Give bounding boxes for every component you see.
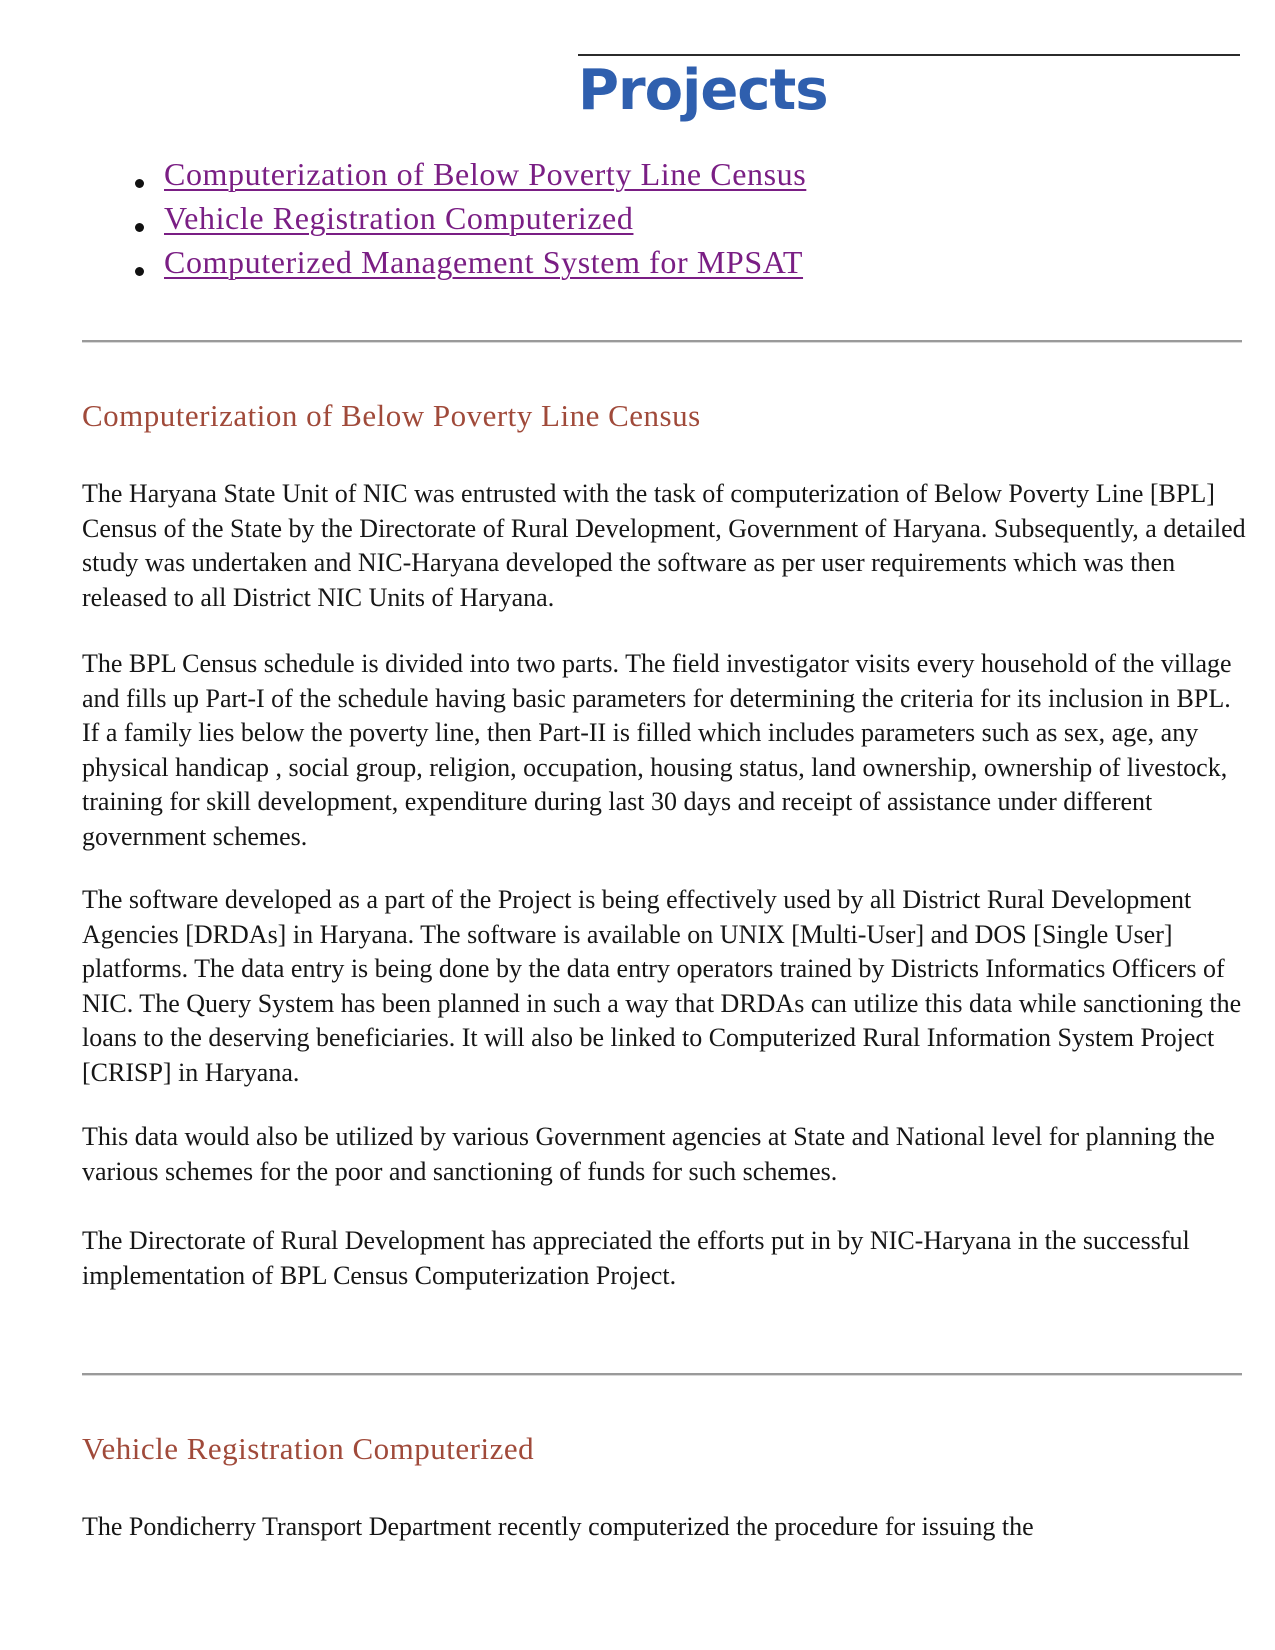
bullet-icon <box>135 267 144 276</box>
section-title-vehicle-registration: Vehicle Registration Computerized <box>82 1431 535 1466</box>
paragraph: This data would also be utilized by various Government agencies at State and National level for planning the various schemes for the poor and sanctioning of funds for such schemes. <box>82 1122 1215 1186</box>
section-title-bpl-census: Computerization of Below Poverty Line Census <box>82 398 701 433</box>
section-divider <box>82 340 1242 343</box>
paragraph: The Haryana State Unit of NIC was entrusted with the task of computerization of Below Poverty Line [BPL] Census of the State by the Directorate of Rural Development, Government of Haryana. Subsequently, a detailed study was undertaken and NIC-Haryana developed the software as per user requirements which was then released to all District NIC Units of Haryana. <box>82 479 1246 612</box>
link-vehicle-registration[interactable]: Vehicle Registration Computerized <box>164 200 634 236</box>
bullet-icon <box>135 179 144 188</box>
projects-index <box>130 154 806 286</box>
paragraph: The Pondicherry Transport Department recently computerized the procedure for issuing the <box>82 1512 1034 1541</box>
page-header <box>578 54 1240 124</box>
list-item <box>130 242 806 286</box>
section-divider <box>82 1373 1242 1376</box>
paragraph: The Directorate of Rural Development has appreciated the efforts put in by NIC-Haryana in the successful implementation of BPL Census Computerization Project. <box>82 1226 1190 1290</box>
paragraph: The software developed as a part of the Project is being effectively used by all District Rural Development Agencies [DRDAs] in Haryana. The software is available on UNIX [Multi-User] and DOS [Single User] platforms. The data entry is being done by the data entry operators trained by Districts Informatics Officers of NIC. The Query System has been planned in such a way that DRDAs can utilize this data while sanctioning the loans to the deserving beneficiaries. It will also be linked to Computerized Rural Information System Project [CRISP] in Haryana. <box>82 885 1242 1087</box>
list-item <box>130 198 806 242</box>
list-item <box>130 154 806 198</box>
link-mpsat-system[interactable]: Computerized Management System for MPSAT <box>164 244 804 280</box>
page-title: Projects <box>578 58 828 123</box>
header-rule <box>578 54 1240 56</box>
bullet-icon <box>135 223 144 232</box>
paragraph: The BPL Census schedule is divided into two parts. The field investigator visits every household of the village and fills up Part-I of the schedule having basic parameters for determining the criteria for its inclusion in BPL. If a family lies below the poverty line, then Part-II is filled which includes parameters such as sex, age, any physical handicap , social group, religion, occupation, housing status, land ownership, ownership of livestock, training for skill development, expenditure during last 30 days and receipt of assistance under different government schemes. <box>82 649 1232 851</box>
link-bpl-census[interactable]: Computerization of Below Poverty Line Census <box>164 156 807 192</box>
